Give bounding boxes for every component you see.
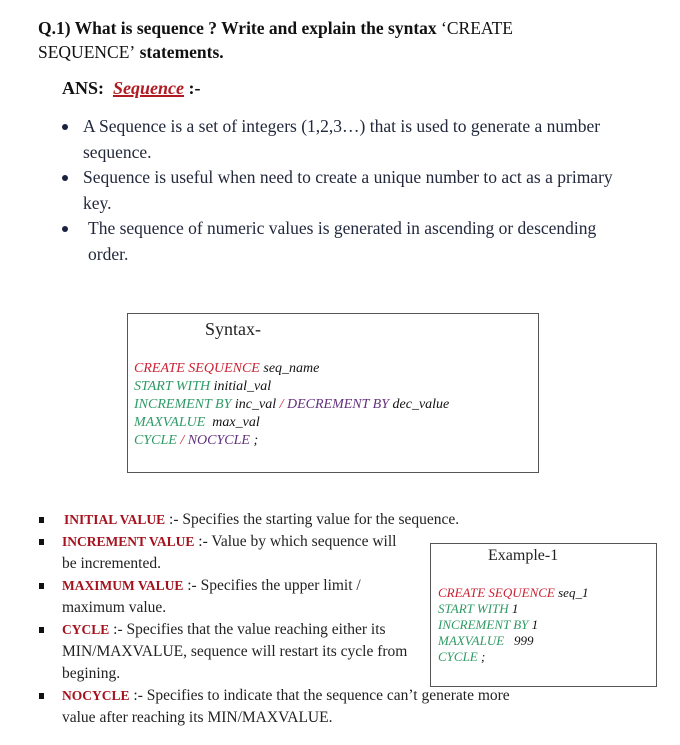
answer-label: ANS: bbox=[62, 78, 105, 98]
example-box bbox=[430, 543, 657, 687]
list-item: NOCYCLE :- Specifies to indicate that the sequence can’t generate more value after reaching its MIN/MAXVALUE. bbox=[36, 685, 522, 729]
syntax-line: START WITH initial_val bbox=[134, 379, 272, 394]
answer-term: Sequence bbox=[113, 78, 185, 98]
question-text: statements. bbox=[135, 42, 224, 62]
answer-sep: :- bbox=[184, 78, 201, 98]
syntax-title: Syntax- bbox=[205, 319, 261, 339]
example-title: Example-1 bbox=[488, 547, 559, 564]
question-quoted: ‘CREATE bbox=[441, 18, 513, 38]
list-item: INCREMENT VALUE :- Value by which sequence will be incremented. bbox=[36, 531, 412, 575]
example-line: CREATE SEQUENCE seq_1 bbox=[438, 585, 589, 600]
definition-points bbox=[58, 114, 618, 267]
list-item: MAXIMUM VALUE :- Specifies the upper limit / maximum value. bbox=[36, 575, 397, 619]
list-item: Sequence is useful when need to create a unique number to act as a primary key. bbox=[58, 165, 618, 216]
syntax-box bbox=[127, 313, 539, 473]
example-line: START WITH 1 bbox=[438, 601, 519, 616]
question-quoted: SEQUENCE’ bbox=[38, 42, 136, 62]
list-item: INITIAL VALUE :- Specifies the starting value for the sequence. bbox=[36, 509, 516, 531]
answer-heading bbox=[62, 78, 201, 99]
list-item: A Sequence is a set of integers (1,2,3…) that is used to generate a number sequence. bbox=[58, 114, 618, 165]
question-text: Q.1) What is sequence ? Write and explain the syntax bbox=[38, 18, 442, 38]
example-line: CYCLE ; bbox=[438, 649, 486, 664]
list-item: CYCLE :- Specifies that the value reaching either its MIN/MAXVALUE, sequence will restart its cycle from begining. bbox=[36, 619, 412, 685]
list-item: The sequence of numeric values is generated in ascending or descending order. bbox=[58, 216, 618, 267]
example-line: MAXVALUE 999 bbox=[438, 633, 534, 648]
syntax-line: INCREMENT BY inc_val / DECREMENT BY dec_value bbox=[134, 397, 450, 412]
syntax-line: CREATE SEQUENCE seq_name bbox=[134, 361, 320, 376]
syntax-line: MAXVALUE max_val bbox=[134, 415, 260, 430]
syntax-line: CYCLE / NOCYCLE ; bbox=[134, 433, 259, 448]
question-heading bbox=[38, 16, 638, 64]
example-line: INCREMENT BY 1 bbox=[438, 617, 539, 632]
